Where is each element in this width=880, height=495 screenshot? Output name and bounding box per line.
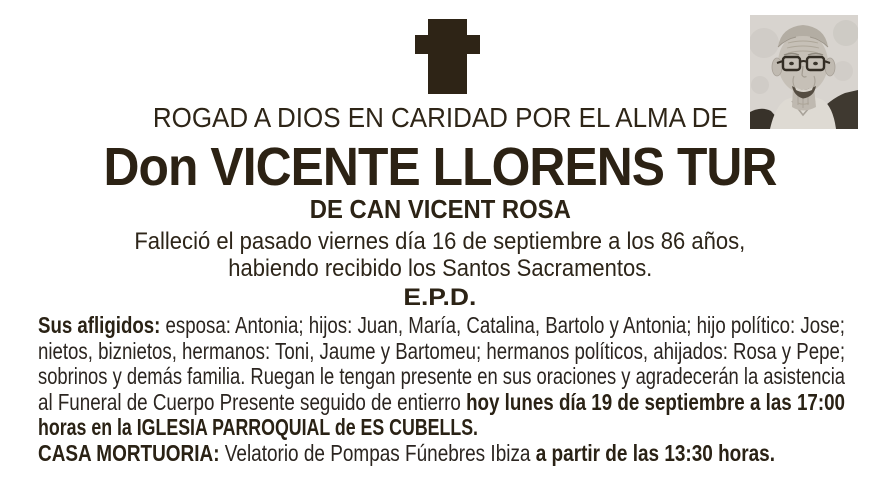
family-line-2: nietos, biznietos, hermanos: Toni, Jaume y Bartomeu; hermanos políticos, ahijados: Rosa y Pepe; [38, 337, 845, 364]
epd-text: E.P.D. [403, 284, 477, 311]
deceased-name [0, 137, 880, 197]
death-line-2-text: habiendo recibido los Santos Sacramentos. [227, 254, 652, 282]
mortuary-line [38, 441, 845, 467]
mortuary-place: Velatorio de Pompas Fúnebres Ibiza [219, 439, 536, 466]
mortuary-label: CASA MORTUORIA: [38, 439, 220, 466]
funeral-line-1-regular: al Funeral de Cuerpo Presente seguido de entierro [38, 388, 467, 415]
house-name-text: DE CAN VICENT ROSA [309, 194, 571, 224]
death-announcement [0, 229, 880, 282]
funeral-line-1 [38, 390, 845, 416]
funeral-datetime: hoy lunes día 19 de septiembre a las 17:00 [466, 388, 845, 415]
mortuary-time: a partir de las 13:30 horas. [535, 439, 775, 466]
epd-abbreviation [0, 284, 880, 312]
death-line-1 [0, 229, 880, 256]
afflicted-label: Sus afligidos: [38, 312, 161, 338]
plea-line [0, 102, 880, 134]
family-line-1-text: esposa: Antonia; hijos: Juan, María, Catalina, Bartolo y Antonia; hijo político: Jose; [160, 312, 845, 338]
death-line-2 [0, 256, 880, 283]
funeral-line-2: horas en la IGLESIA PARROQUIAL de ES CUBELLS. [38, 414, 478, 440]
latin-cross-icon [415, 19, 480, 94]
deceased-name-text: Don VICENTE LLORENS TUR [103, 137, 777, 197]
plea-line-text: ROGAD A DIOS EN CARIDAD POR EL ALMA DE [152, 102, 728, 133]
family-line-1 [38, 313, 845, 339]
death-line-1-text: Falleció el pasado viernes día 16 de septiembre a los 86 años, [134, 228, 746, 255]
family-and-funeral-text [38, 313, 845, 466]
house-name [0, 194, 880, 224]
family-line-3: sobrinos y demás familia. Ruegan le tengan presente en sus oraciones y agradecerán la asistencia [38, 363, 845, 389]
